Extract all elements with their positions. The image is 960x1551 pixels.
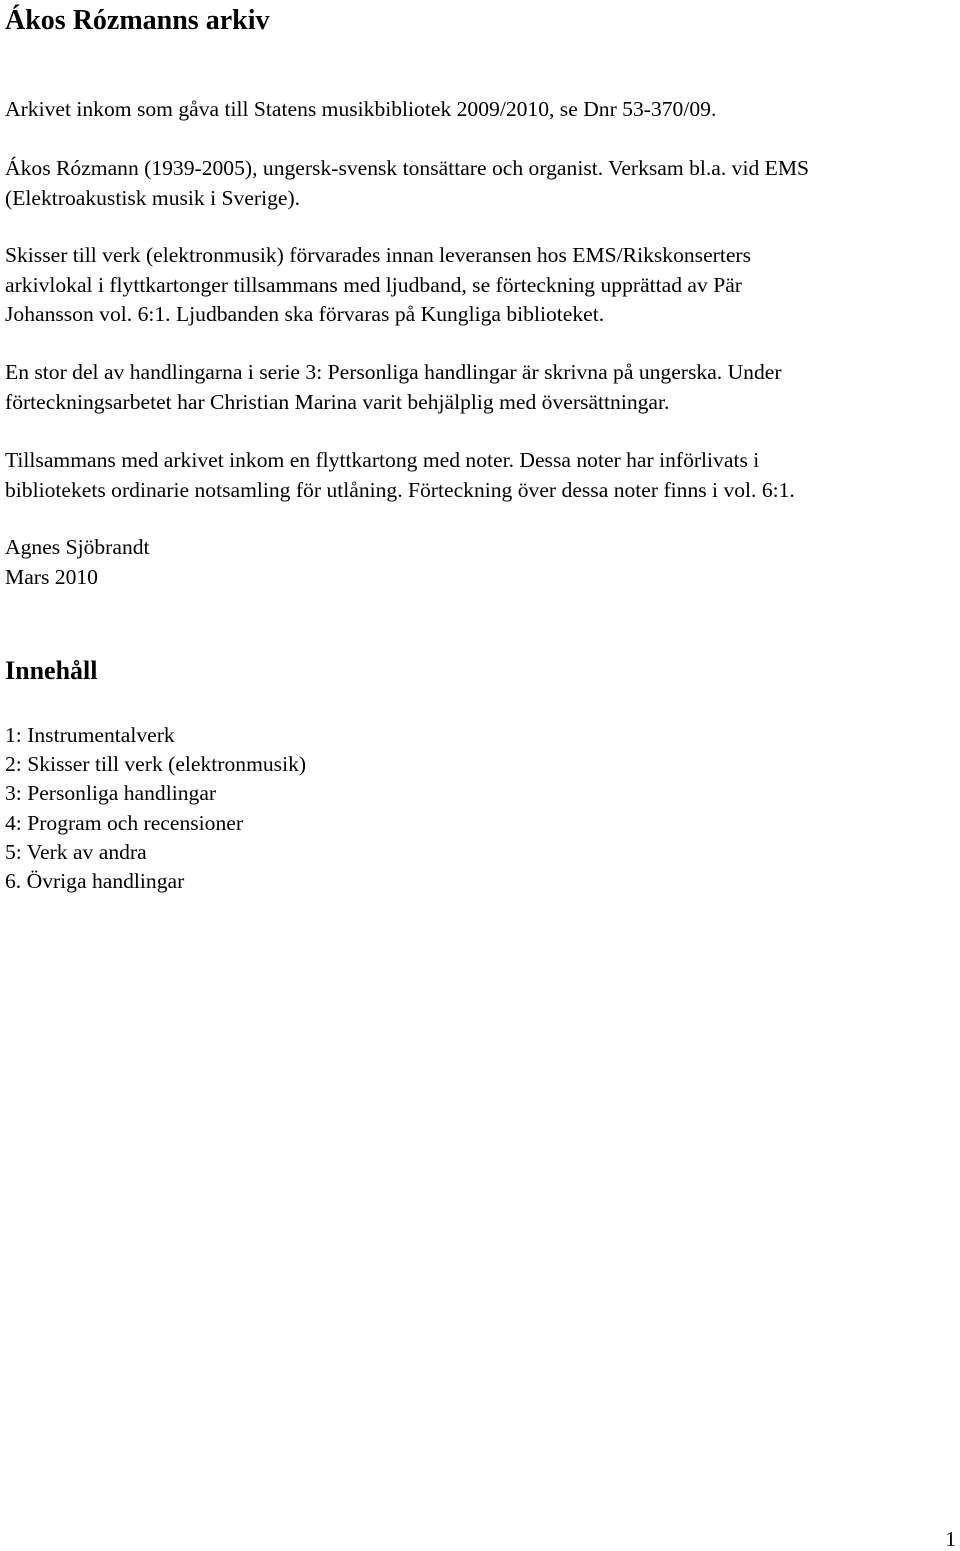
contents-item: 3: Personliga handlingar <box>5 781 217 806</box>
text-line: förteckningsarbetet har Christian Marina varit behjälplig med översättningar. <box>5 389 670 414</box>
text-line: Johansson vol. 6:1. Ljudbanden ska förvaras på Kungliga biblioteket. <box>5 302 605 326</box>
contents-item: 4: Program och recensioner <box>5 810 244 835</box>
contents-list <box>5 721 306 896</box>
contents-item: 6. Övriga handlingar <box>5 869 185 894</box>
text-line: En stor del av handlingarna i serie 3: Personliga handlingar är skrivna på ungerska. Under <box>5 360 782 384</box>
paragraph-language-note <box>5 358 955 417</box>
text-line: Tillsammans med arkivet inkom en flyttkartong med noter. Dessa noter har införlivats i <box>5 448 760 472</box>
text-line: Ákos Rózmann (1939-2005), ungersk-svensk tonsättare och organist. Verksam bl.a. vid EMS <box>5 156 810 180</box>
contents-item: 5: Verk av andra <box>5 839 147 864</box>
author-name: Agnes Sjöbrandt <box>5 535 150 559</box>
text-line: bibliotekets ordinarie notsamling för utlåning. Förteckning över dessa noter finns i vol. 6:1. <box>5 477 795 502</box>
document-date: Mars 2010 <box>5 564 98 589</box>
contents-item: 1: Instrumentalverk <box>5 723 175 747</box>
page-number: 1 <box>945 1527 956 1551</box>
contents-item: 2: Skisser till verk (elektronmusik) <box>5 752 307 777</box>
paragraph-biography <box>5 154 955 213</box>
document-title: Ákos Rózmanns arkiv <box>5 5 270 36</box>
paragraph-sheet-music <box>5 446 955 505</box>
paragraph-sketches <box>5 241 955 330</box>
text-line: arkivlokal i flyttkartonger tillsammans med ljudband, se förteckning upprättad av Pär <box>5 272 742 297</box>
text-line: Arkivet inkom som gåva till Statens musikbibliotek 2009/2010, se Dnr 53-370/09. <box>5 97 717 121</box>
text-line: Skisser till verk (elektronmusik) förvarades innan leveransen hos EMS/Rikskonserters <box>5 243 752 267</box>
signature-block <box>5 533 955 592</box>
text-line: (Elektroakustisk musik i Sverige). <box>5 185 301 210</box>
contents-heading: Innehåll <box>5 656 98 685</box>
paragraph-accession <box>5 95 955 125</box>
